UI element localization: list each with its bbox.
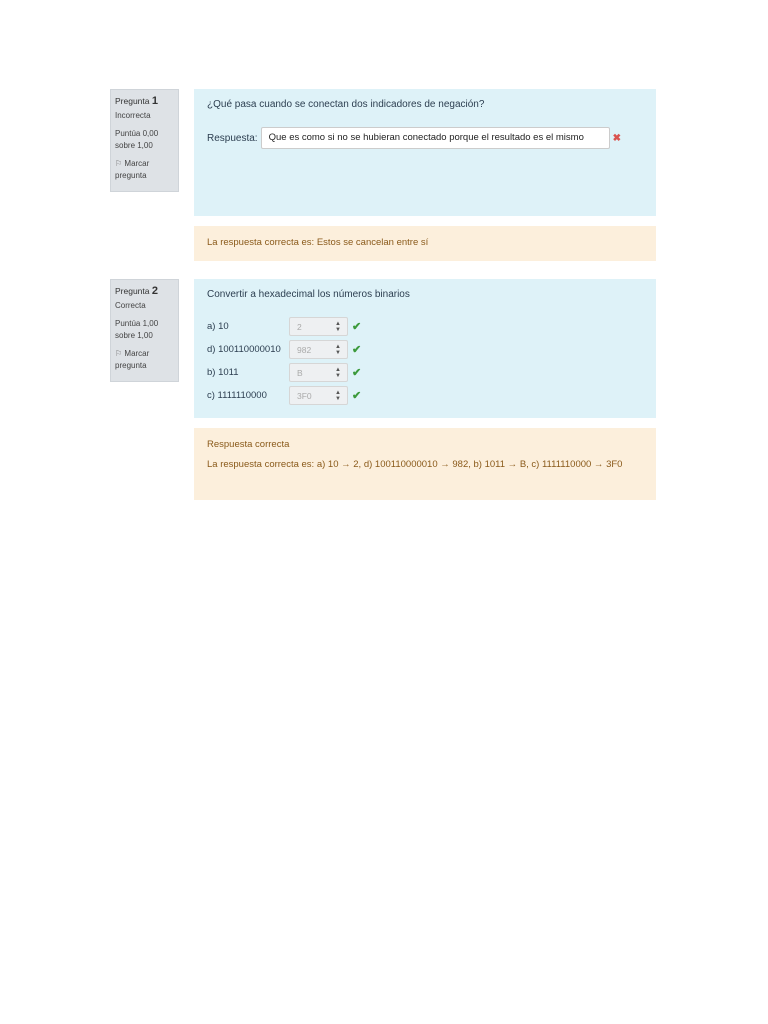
question-text: ¿Qué pasa cuando se conectan dos indicadores de negación? xyxy=(207,99,485,110)
match-label: a) 10 xyxy=(207,321,229,332)
select-caret-icon: ▲ ▼ xyxy=(335,320,341,333)
question-state: Correcta xyxy=(115,301,146,310)
question-2-formulation xyxy=(194,279,656,418)
correct-check-icon: ✔ xyxy=(352,344,362,356)
incorrect-icon: ✖ xyxy=(612,132,621,144)
match-row xyxy=(207,363,361,382)
match-label: c) 1111110000 xyxy=(207,390,267,401)
correct-answer-text: La respuesta correcta es: Estos se cancelan entre sí xyxy=(207,237,429,248)
match-label: d) 100110000010 xyxy=(207,344,281,355)
answer-label: Respuesta: xyxy=(207,132,258,144)
answer-input[interactable]: Que es como si no se hubieran conectado porque el resultado es el mismo xyxy=(261,127,610,149)
question-2-info xyxy=(110,279,179,382)
correct-check-icon: ✔ xyxy=(352,321,362,333)
answer-select[interactable]: B ▲ ▼ xyxy=(289,363,348,382)
question-state: Incorrecta xyxy=(115,111,151,120)
answer-select[interactable]: 2 ▲ ▼ xyxy=(289,317,348,336)
correct-answer-text: La respuesta correcta es: a) 10 → 2, d) 100110000010 → 982, b) 1011 → B, c) 1111110000 → 3F0 xyxy=(207,459,623,470)
match-row xyxy=(207,317,361,336)
flag-icon: ⚐ xyxy=(115,349,123,358)
flag-question-link[interactable]: ⚐ Marcar pregunta xyxy=(115,349,150,370)
answer-select[interactable]: 3F0 ▲ ▼ xyxy=(289,386,348,405)
match-label: b) 1011 xyxy=(207,367,239,378)
question-2-feedback xyxy=(194,428,656,500)
select-caret-icon: ▲ ▼ xyxy=(335,343,341,356)
question-number: Pregunta 2 xyxy=(115,285,158,297)
match-row xyxy=(207,386,361,405)
answer-select[interactable]: 982 ▲ ▼ xyxy=(289,340,348,359)
match-row xyxy=(207,340,361,359)
question-text: Convertir a hexadecimal los números binarios xyxy=(207,289,410,300)
question-1-feedback xyxy=(194,226,656,261)
question-1-info xyxy=(110,89,179,192)
flag-question-link[interactable]: ⚐ Marcar pregunta xyxy=(115,159,150,180)
feedback-title: Respuesta correcta xyxy=(207,439,290,450)
correct-check-icon: ✔ xyxy=(352,367,362,379)
question-1-formulation xyxy=(194,89,656,216)
correct-check-icon: ✔ xyxy=(352,390,362,402)
select-caret-icon: ▲ ▼ xyxy=(335,366,341,379)
question-number: Pregunta 1 xyxy=(115,95,158,107)
question-grade: Puntúa 1,00 sobre 1,00 xyxy=(115,319,159,340)
question-grade: Puntúa 0,00 sobre 1,00 xyxy=(115,129,159,150)
select-caret-icon: ▲ ▼ xyxy=(335,389,341,402)
answer-row xyxy=(207,127,621,149)
flag-icon: ⚐ xyxy=(115,159,123,168)
